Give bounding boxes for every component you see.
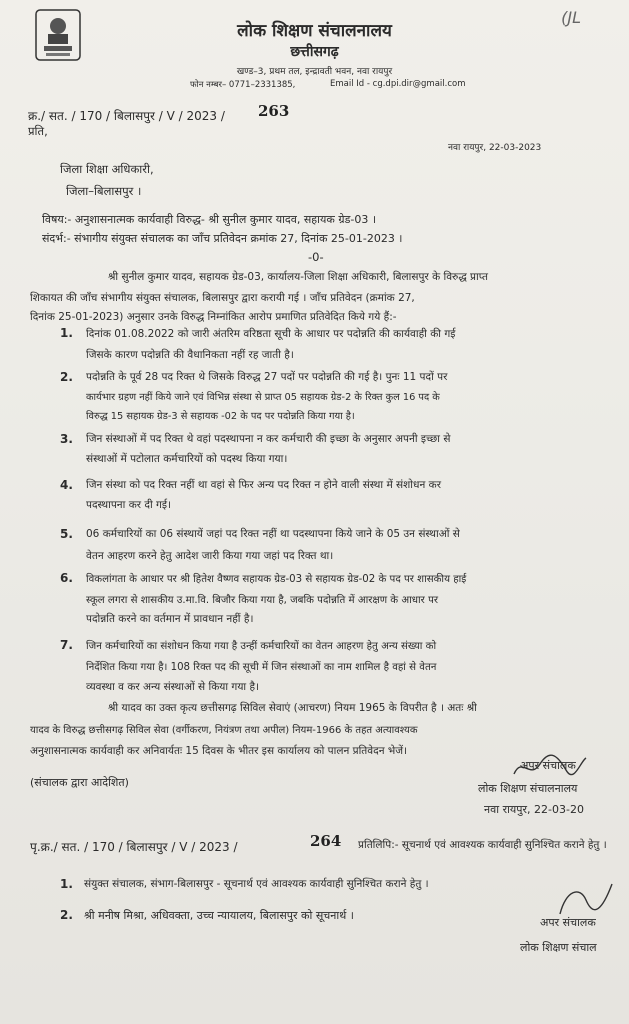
- closing-line-3: अनुशासनात्मक कार्यवाही कर अनिवार्यतः 15 दिवस के भीतर इस कार्यालय को पालन प्रतिवेदन भेजें।: [30, 745, 408, 757]
- point-line: पदोन्नति के पूर्व 28 पद रिक्त थे जिसके विरुद्ध 27 पदों पर पदोन्नति की गई है। पुनः 11 पदों पर: [86, 371, 448, 383]
- point-number: 7.: [60, 638, 73, 652]
- handwritten-number: 263: [258, 102, 290, 120]
- point-line: वेतन आहरण करने हेतु आदेश जारी किया गया जहां पद रिक्त था।: [86, 550, 334, 562]
- endorsement-number: पृ.क्र./ सत. / 170 / बिलासपुर / V / 2023 /: [30, 840, 238, 854]
- copy-recipient: श्री मनीष मिश्रा, अधिवक्ता, उच्च न्यायालय, बिलासपुर को सूचनार्थ ।: [84, 909, 354, 922]
- point-line: कार्यभार ग्रहण नहीं किये जाने एवं विभिन्न संस्था से प्राप्त 05 सहायक ग्रेड-2 के रिक्त कुल 16 पद के: [86, 392, 440, 403]
- signatory-title: अपर संचालक: [540, 916, 596, 929]
- intro-line-2: शिकायत की जाँच संभागीय संयुक्त संचालक, बिलासपुर द्वारा करायी गई । जाँच प्रतिवेदन (क्रमांक 27,: [30, 292, 415, 304]
- point-line: संस्थाओं में पटोलात कर्मचारियों को पदस्थ किया गया।: [86, 453, 288, 465]
- signatory-office: लोक शिक्षण संचालनालय: [478, 782, 578, 795]
- copy-number: 2.: [60, 908, 73, 922]
- point-line: जिन संस्थाओं में पद रिक्त थे वहां पदस्थापना न कर कर्मचारी की इच्छा के अनुसार अपनी इच्छा से: [86, 433, 451, 445]
- point-number: 4.: [60, 478, 73, 492]
- separator: -0-: [308, 250, 324, 264]
- point-line: व्यवस्था व कर अन्य संस्थाओं से किया गया है।: [86, 681, 260, 693]
- point-number: 6.: [60, 571, 73, 585]
- point-line: जिसके कारण पदोन्नति की वैधानिकता नहीं रह जाती है।: [86, 349, 294, 361]
- endorsement-purpose: प्रतिलिपि:- सूचनार्थ एवं आवश्यक कार्यवाही सुनिश्चित कराने हेतु ।: [358, 839, 607, 851]
- signature-icon: [556, 880, 616, 920]
- closing-line-1: श्री यादव का उक्त कृत्य छत्तीसगढ़ सिविल सेवाएं (आचरण) नियम 1965 के विपरीत है । अतः श्री: [108, 702, 477, 714]
- margin-note: (JL: [561, 8, 581, 27]
- point-number: 1.: [60, 326, 73, 340]
- signatory-title: अपर संचालक: [520, 759, 576, 772]
- signatory-office: लोक शिक्षण संचाल: [520, 941, 597, 954]
- point-line: विरुद्ध 15 सहायक ग्रेड-3 से सहायक -02 के पद पर पदोन्नति किया गया है।: [86, 411, 355, 422]
- point-number: 5.: [60, 527, 73, 541]
- addressee-line2: जिला–बिलासपुर ।: [66, 184, 142, 198]
- letter-number: क्र./ सत. / 170 / बिलासपुर / V / 2023 /: [28, 109, 225, 123]
- addressee-line1: जिला शिक्षा अधिकारी,: [60, 162, 154, 176]
- intro-line-3: दिनांक 25-01-2023) अनुसार उनके विरुद्ध निम्नांकित आरोप प्रमाणित प्रतिवेदित किये गये हैं:-: [30, 311, 397, 323]
- copy-recipient: संयुक्त संचालक, संभाग-बिलासपुर - सूचनार्थ एवं आवश्यक कार्यवाही सुनिश्चित कराने हेतु ।: [84, 878, 429, 890]
- point-line: स्कूल लगरा से शासकीय उ.मा.वि. बिजौर किया गया है, जबकि पदोन्नति में आरक्षण के आधार पर: [86, 595, 439, 606]
- order-note: (संचालक द्वारा आदेशित): [30, 776, 129, 789]
- closing-line-2: यादव के विरुद्ध छत्तीसगढ़ सिविल सेवा (वर्गीकरण, नियंत्रण तथा अपील) नियम-1966 के तहत अत्यावश्यक: [30, 725, 418, 736]
- point-line: पदोन्नति करने का वर्तमान में प्रावधान नहीं है।: [86, 613, 254, 625]
- point-line: जिन संस्था को पद रिक्त नहीं था वहां से फिर अन्य पद रिक्त न होने वाली संस्था में संशोधन कर: [86, 479, 441, 491]
- phone-number: फोन नम्बर– 0771–2331385,: [190, 80, 296, 90]
- office-name: लोक शिक्षण संचालनालय: [237, 21, 392, 41]
- handwritten-number: 264: [310, 832, 342, 850]
- point-number: 2.: [60, 370, 73, 384]
- copy-number: 1.: [60, 877, 73, 891]
- signatory-place-date: नवा रायपुर, 22-03-20: [484, 803, 584, 816]
- point-line: पदस्थापना कर दी गई।: [86, 499, 172, 511]
- point-line: 06 कर्मचारियों का 06 संस्थायें जहां पद रिक्त नहीं था पदस्थापना किये जाने के 05 उन संस्थाओं से: [86, 528, 460, 540]
- point-line: दिनांक 01.08.2022 को जारी अंतरिम वरिष्ठता सूची के आधार पर पदोन्नति की कार्यवाही की गई: [86, 328, 456, 340]
- office-address: खण्ड–3, प्रथम तल, इन्द्रावती भवन, नवा रायपुर: [236, 67, 393, 77]
- email-address: Email Id - cg.dpi.dir@gmail.com: [330, 79, 466, 89]
- prati-label: प्रति,: [28, 124, 48, 138]
- intro-line-1: श्री सुनील कुमार यादव, सहायक ग्रेड-03, कार्यालय-जिला शिक्षा अधिकारी, बिलासपुर के विरुद्ध प्राप्त: [108, 271, 488, 283]
- place-date: नवा रायपुर, 22-03-2023: [448, 143, 542, 153]
- state-name: छत्तीसगढ़: [290, 44, 339, 60]
- reference-line: संदर्भ:- संभागीय संयुक्त संचालक का जाँच प्रतिवेदन क्रमांक 27, दिनांक 25-01-2023 ।: [42, 232, 403, 245]
- point-number: 3.: [60, 432, 73, 446]
- subject-line: विषय:- अनुशासनात्मक कार्यवाही विरुद्ध- श्री सुनील कुमार यादव, सहायक ग्रेड-03 ।: [42, 213, 377, 226]
- point-line: जिन कर्मचारियों का संशोधन किया गया है उन्हीं कर्मचारियों का वेतन आहरण हेतु अन्य संख्या को: [86, 641, 437, 652]
- point-line: विकलांगता के आधार पर श्री हितेश वैष्णव सहायक ग्रेड-03 से सहायक ग्रेड-02 के पद पर शासकीय हाई: [86, 574, 467, 585]
- point-line: निर्देशित किया गया है। 108 रिक्त पद की सूची में जिन संस्थाओं का नाम शामिल है वहां से वेतन: [86, 662, 437, 673]
